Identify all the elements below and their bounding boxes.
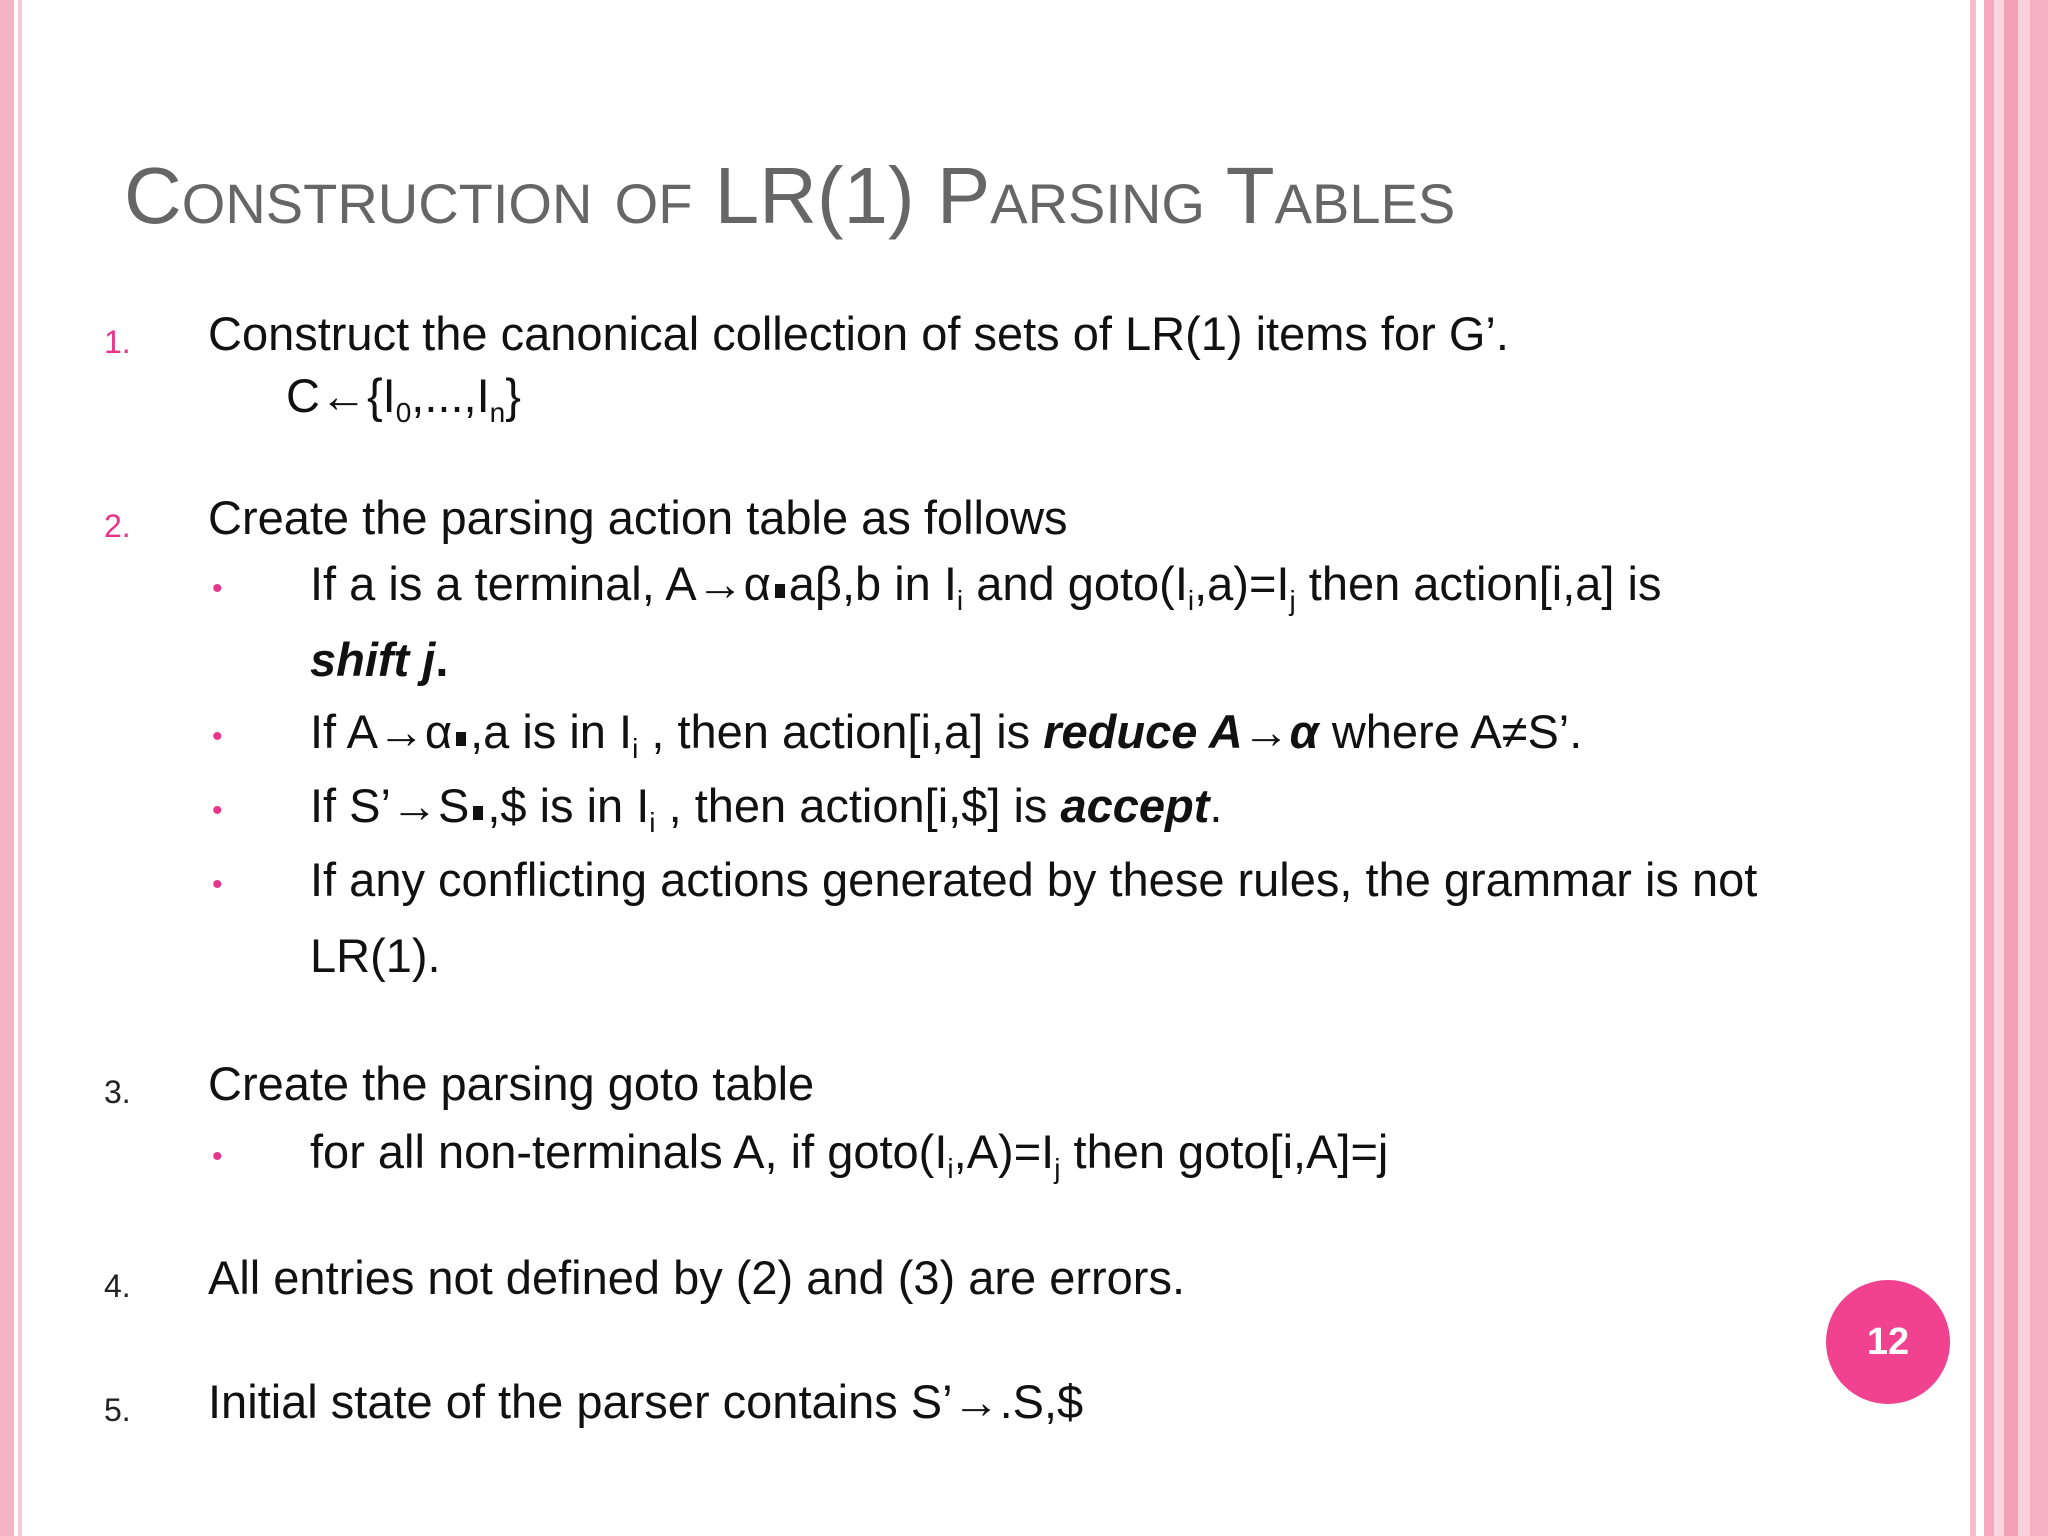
right-decorative-stripes [1960, 0, 2048, 1536]
step-1-number: 1. [104, 324, 131, 360]
step-2-bullet-shift-cont: shift j. [310, 633, 449, 686]
step-2-number: 2. [104, 508, 131, 544]
step-4-number: 4. [104, 1268, 131, 1304]
step-2-bullet-accept: If S’→S ,$ is in $I_i$ , then action[i,$] is accept. [310, 779, 1223, 838]
page-number-badge: 12 [1826, 1280, 1950, 1404]
step-2-bullet-shift: If a is a terminal, A→α aβ,b in $I_i$ and $goto(I_i,a)=I_j$ then action[i,a] is [310, 557, 1662, 616]
step-1-formula: $C\leftarrow\{I_0,...,I_n\}$ [286, 369, 521, 428]
step-2-text: Create the parsing action table as follows [208, 491, 1068, 544]
step-3-bullet-goto: for all non-terminals A, if $goto(I_i,A)=I_j$ then goto[i,A]=j [310, 1125, 1389, 1184]
step-5-number: 5. [104, 1392, 131, 1428]
bullet-dot: • [212, 720, 223, 753]
step-1-text: Construct the canonical collection of sets of LR(1) items for G’. [208, 307, 1509, 360]
item-dot [775, 584, 785, 598]
step-3-text: Create the parsing goto table [208, 1057, 815, 1110]
item-dot [456, 732, 466, 746]
bullet-dot: • [212, 794, 223, 827]
left-border [0, 0, 14, 1536]
bullet-dot: • [212, 572, 223, 605]
step-2-bullet-conflict-cont: LR(1). [310, 929, 441, 982]
step-4-text: All entries not defined by (2) and (3) are errors. [208, 1251, 1186, 1304]
slide-title: Construction of LR(1) Parsing Tables [124, 151, 1456, 240]
item-dot [473, 806, 483, 820]
step-2-bullet-conflict: If any conflicting actions generated by these rules, the grammar is not [310, 853, 1758, 906]
bullet-dot: • [212, 868, 223, 901]
step-2-bullet-reduce: If A→α ,a is in $I_i$ , then action[i,a] is reduce A→α where A≠S’. [310, 705, 1583, 764]
step-5-text: Initial state of the parser contains S’→.S,$ [208, 1375, 1084, 1428]
bullet-dot: • [212, 1140, 223, 1173]
left-border-inner [18, 0, 22, 1536]
step-3-number: 3. [104, 1074, 131, 1110]
